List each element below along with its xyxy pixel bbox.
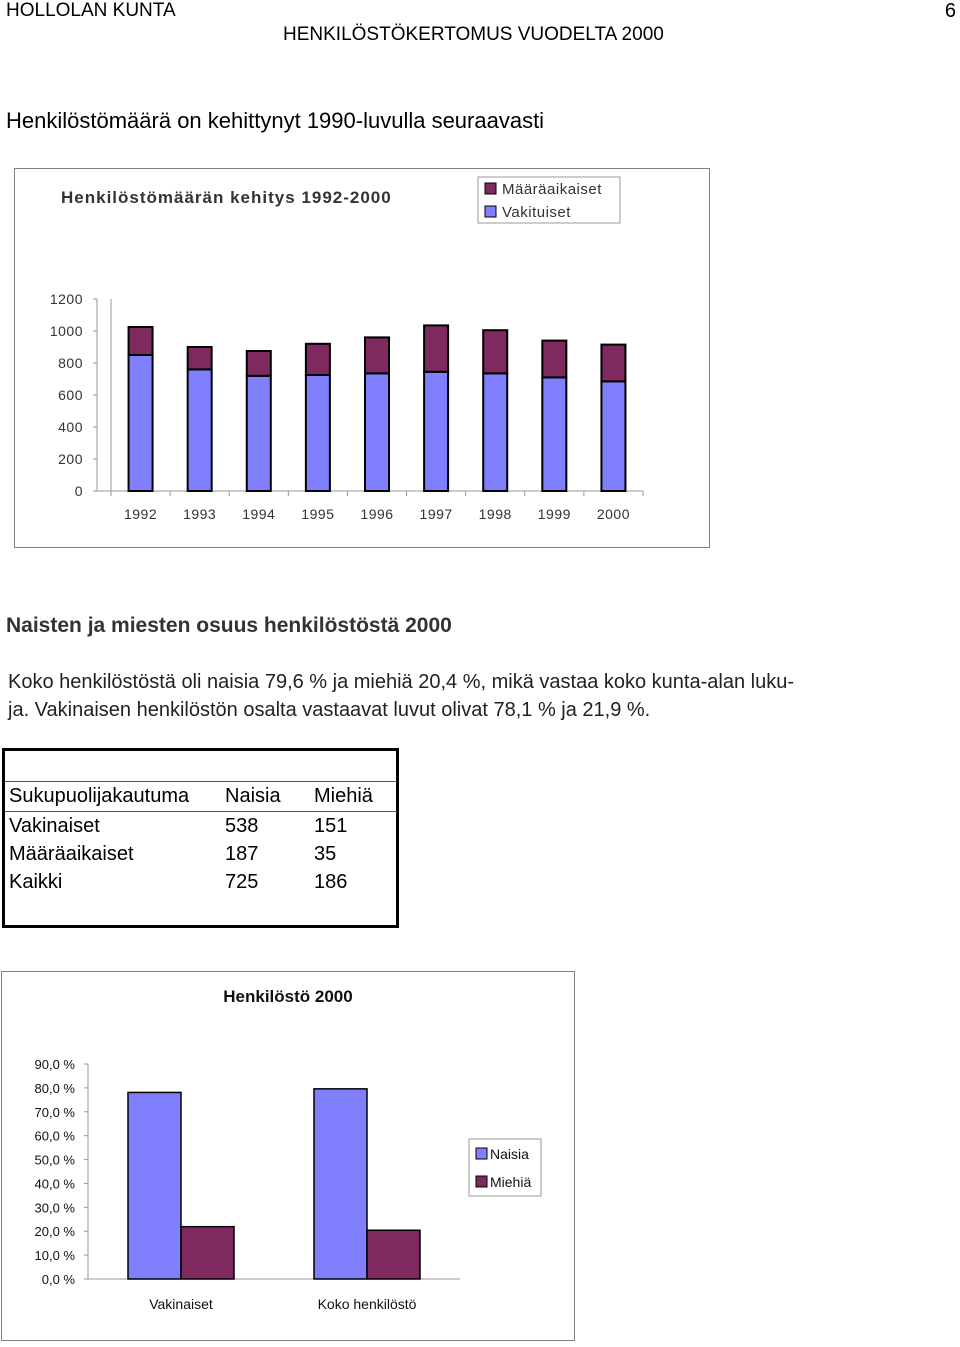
section-heading-development: Henkilöstömäärä on kehittynyt 1990-luvulla seuraavasti [6, 108, 545, 133]
chart-title: Henkilöstö 2000 [223, 987, 353, 1006]
x-tick-label-1992: 1992 [123, 506, 158, 522]
chart-staff-2000-svg [2, 972, 576, 1342]
table-cell-naisia: 187 [225, 843, 259, 865]
chart-staff-2000 [1, 971, 575, 1341]
y-tick-label: 200 [58, 451, 83, 467]
chart-staff-development [14, 168, 710, 548]
bar-naisia-0 [128, 1092, 181, 1279]
bar-maaraaikaiset-1999 [542, 341, 566, 378]
y-tick-label: 20,0 % [34, 1224, 75, 1240]
bar-vakituiset-1998 [483, 373, 507, 491]
legend-swatch-miehia [476, 1176, 487, 1187]
table-cell-label: Vakinaiset [9, 815, 100, 837]
x-tick-label-1: Koko henkilöstö [317, 1296, 417, 1312]
y-tick-label: 10,0 % [34, 1248, 75, 1264]
x-tick-label-2000: 2000 [596, 506, 631, 522]
bar-vakituiset-1994 [247, 376, 271, 491]
x-tick-label-1997: 1997 [419, 506, 453, 522]
legend-label-naisia: Naisia [490, 1146, 529, 1162]
chart-legend [478, 177, 620, 223]
gender-table [2, 748, 399, 928]
bar-maaraaikaiset-2000 [601, 345, 625, 382]
table-cell-miehia: 151 [314, 815, 348, 837]
y-tick-label: 40,0 % [34, 1176, 75, 1192]
y-tick-label: 50,0 % [34, 1152, 75, 1168]
y-tick-label: 0,0 % [41, 1272, 75, 1287]
table-cell-naisia: 725 [225, 871, 259, 893]
bar-vakituiset-1996 [365, 373, 389, 491]
bar-maaraaikaiset-1996 [365, 337, 389, 373]
bar-vakituiset-2000 [601, 381, 625, 491]
bar-vakituiset-1999 [542, 377, 566, 491]
x-tick-label-1994: 1994 [242, 506, 276, 522]
legend-label-miehia: Miehiä [490, 1174, 532, 1190]
bar-miehia-0 [181, 1227, 234, 1279]
chart-title: Henkilöstömäärän kehitys 1992-2000 [61, 188, 392, 207]
bar-maaraaikaiset-1993 [188, 347, 212, 369]
table-cell-naisia: 538 [225, 815, 259, 837]
x-tick-label-1996: 1996 [360, 506, 394, 522]
header-organization: HOLLOLAN KUNTA [6, 0, 176, 21]
table-cell-label: Määräaikaiset [9, 843, 134, 865]
x-tick-label-0: Vakinaiset [149, 1296, 213, 1312]
bar-maaraaikaiset-1997 [424, 325, 448, 371]
header-report-title: HENKILÖSTÖKERTOMUS VUODELTA 2000 [283, 24, 664, 45]
legend-swatch-naisia [476, 1148, 487, 1159]
bar-maaraaikaiset-1994 [247, 351, 271, 376]
gender-paragraph [8, 668, 948, 724]
legend-label-maaraaikaiset: Määräaikaiset [502, 181, 602, 198]
y-tick-label: 1200 [49, 291, 83, 307]
bar-maaraaikaiset-1992 [129, 327, 153, 355]
table-header-category: Sukupuolijakautuma [9, 785, 190, 807]
table-cell-miehia: 186 [314, 871, 348, 893]
legend-swatch-maaraaikaiset [485, 183, 496, 194]
x-tick-label-1998: 1998 [478, 506, 512, 522]
x-tick-label-1993: 1993 [183, 506, 217, 522]
table-cell-label: Kaikki [9, 871, 63, 893]
chart-staff-development-svg [15, 169, 711, 549]
y-tick-label: 60,0 % [34, 1128, 75, 1144]
page-number: 6 [944, 0, 956, 22]
y-tick-label: 600 [58, 387, 83, 403]
bar-miehia-1 [367, 1230, 420, 1279]
legend-swatch-vakituiset [485, 206, 496, 217]
section-title-gender: Naisten ja miesten osuus henkilöstöstä 2000 [6, 614, 452, 637]
legend-label-vakituiset: Vakituiset [502, 204, 571, 221]
y-tick-label: 80,0 % [34, 1080, 75, 1096]
bar-naisia-1 [314, 1089, 367, 1279]
y-tick-label: 70,0 % [34, 1104, 75, 1120]
y-tick-label: 0 [74, 483, 83, 499]
bar-vakituiset-1997 [424, 372, 448, 491]
chart-legend [469, 1139, 541, 1196]
x-tick-label-1999: 1999 [537, 506, 571, 522]
y-tick-label: 90,0 % [34, 1057, 75, 1072]
table-header-miehia: Miehiä [314, 785, 373, 807]
y-tick-label: 30,0 % [34, 1200, 75, 1216]
bar-maaraaikaiset-1998 [483, 330, 507, 373]
y-tick-label: 1000 [49, 323, 83, 339]
bar-vakituiset-1993 [188, 369, 212, 491]
x-tick-label-1995: 1995 [301, 506, 335, 522]
table-cell-miehia: 35 [314, 843, 337, 865]
bar-vakituiset-1995 [306, 375, 330, 491]
y-tick-label: 400 [58, 419, 83, 435]
paragraph-line-1: Koko henkilöstöstä oli naisia 79,6 % ja miehiä 20,4 %, mikä vastaa koko kunta-alan luku- [8, 671, 794, 693]
y-tick-label: 800 [58, 355, 83, 371]
table-header-naisia: Naisia [225, 785, 281, 807]
paragraph-line-2: ja. Vakinaisen henkilöstön osalta vastaavat luvut olivat 78,1 % ja 21,9 %. [8, 699, 651, 721]
bar-vakituiset-1992 [129, 355, 153, 491]
bar-maaraaikaiset-1995 [306, 344, 330, 375]
